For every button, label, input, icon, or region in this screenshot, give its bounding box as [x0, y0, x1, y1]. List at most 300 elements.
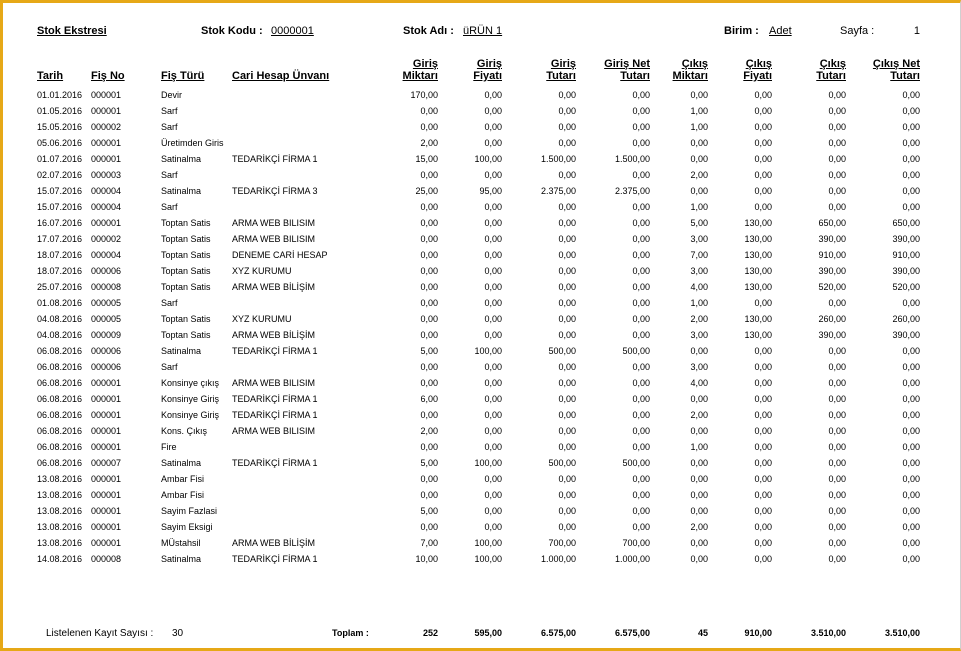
cell-in-price: 0,00 — [484, 490, 502, 500]
cell-in-amount: 0,00 — [558, 522, 576, 532]
stock-code-value: 0000001 — [271, 25, 314, 37]
table-row — [0, 329, 961, 345]
cell-account-title: XYZ KURUMU — [232, 314, 292, 324]
cell-voucher-type: Fire — [161, 442, 177, 452]
column-header-line2: Fiyatı — [743, 70, 772, 82]
column-header-line2: Tutarı — [890, 70, 920, 82]
cell-out-qty: 0,00 — [690, 458, 708, 468]
cell-out-amount: 0,00 — [828, 202, 846, 212]
cell-date: 18.07.2016 — [37, 266, 83, 276]
cell-out-net-amount: 0,00 — [902, 522, 920, 532]
cell-out-amount: 910,00 — [818, 250, 846, 260]
cell-out-price: 0,00 — [754, 90, 772, 100]
cell-out-amount: 260,00 — [818, 314, 846, 324]
cell-voucher-no: 000001 — [91, 538, 122, 548]
cell-voucher-no: 000001 — [91, 426, 122, 436]
cell-in-qty: 0,00 — [420, 474, 438, 484]
cell-in-amount: 0,00 — [558, 314, 576, 324]
cell-voucher-no: 000003 — [91, 170, 122, 180]
cell-in-net-amount: 0,00 — [632, 426, 650, 436]
cell-in-price: 0,00 — [484, 362, 502, 372]
table-row — [0, 297, 961, 313]
cell-in-amount: 2.375,00 — [540, 186, 576, 196]
table-row — [0, 553, 961, 569]
cell-out-qty: 2,00 — [690, 522, 708, 532]
cell-voucher-no: 000001 — [91, 138, 122, 148]
cell-voucher-type: Sarf — [161, 170, 178, 180]
cell-out-price: 130,00 — [744, 250, 772, 260]
table-row — [0, 233, 961, 249]
cell-in-price: 100,00 — [474, 554, 502, 564]
cell-voucher-no: 000001 — [91, 522, 122, 532]
cell-out-qty: 3,00 — [690, 362, 708, 372]
cell-in-net-amount: 0,00 — [632, 506, 650, 516]
cell-out-price: 0,00 — [754, 106, 772, 116]
cell-voucher-type: Konsinye Giriş — [161, 410, 220, 420]
cell-voucher-type: Toptan Satis — [161, 234, 211, 244]
cell-in-net-amount: 1.500,00 — [614, 154, 650, 164]
total-out-price: 910,00 — [744, 628, 772, 638]
cell-out-qty: 0,00 — [690, 138, 708, 148]
cell-out-qty: 1,00 — [690, 106, 708, 116]
cell-date: 13.08.2016 — [37, 538, 83, 548]
table-row — [0, 313, 961, 329]
cell-out-qty: 3,00 — [690, 266, 708, 276]
cell-voucher-type: Toptan Satis — [161, 314, 211, 324]
cell-in-net-amount: 0,00 — [632, 138, 650, 148]
cell-voucher-type: Toptan Satis — [161, 218, 211, 228]
cell-voucher-type: Konsinye Giriş — [161, 394, 220, 404]
table-row — [0, 377, 961, 393]
cell-in-net-amount: 0,00 — [632, 378, 650, 388]
cell-date: 01.08.2016 — [37, 298, 83, 308]
cell-out-qty: 3,00 — [690, 234, 708, 244]
cell-in-net-amount: 0,00 — [632, 218, 650, 228]
cell-out-qty: 7,00 — [690, 250, 708, 260]
cell-in-amount: 700,00 — [548, 538, 576, 548]
cell-voucher-no: 000005 — [91, 314, 122, 324]
cell-out-net-amount: 520,00 — [892, 282, 920, 292]
stock-name-label: Stok Adı : — [403, 25, 454, 37]
cell-out-net-amount: 0,00 — [902, 186, 920, 196]
cell-in-price: 0,00 — [484, 170, 502, 180]
cell-in-amount: 0,00 — [558, 298, 576, 308]
cell-voucher-no: 000001 — [91, 218, 122, 228]
cell-in-net-amount: 0,00 — [632, 330, 650, 340]
cell-out-price: 0,00 — [754, 378, 772, 388]
cell-out-price: 130,00 — [744, 282, 772, 292]
cell-account-title: TEDARİKÇİ FİRMA 1 — [232, 154, 318, 164]
cell-date: 16.07.2016 — [37, 218, 83, 228]
column-header-line1: Giriş Net — [604, 58, 650, 70]
cell-in-price: 0,00 — [484, 122, 502, 132]
cell-out-net-amount: 0,00 — [902, 202, 920, 212]
total-out-qty: 45 — [697, 628, 708, 638]
cell-date: 06.08.2016 — [37, 410, 83, 420]
cell-out-amount: 0,00 — [828, 186, 846, 196]
cell-in-amount: 0,00 — [558, 138, 576, 148]
cell-in-amount: 1.000,00 — [540, 554, 576, 564]
table-row — [0, 217, 961, 233]
cell-date: 01.07.2016 — [37, 154, 83, 164]
cell-out-qty: 2,00 — [690, 170, 708, 180]
cell-in-amount: 0,00 — [558, 122, 576, 132]
table-row — [0, 441, 961, 457]
cell-in-price: 0,00 — [484, 90, 502, 100]
cell-date: 01.05.2016 — [37, 106, 83, 116]
cell-voucher-no: 000005 — [91, 298, 122, 308]
table-row — [0, 425, 961, 441]
record-count-label: Listelenen Kayıt Sayısı : — [46, 628, 154, 639]
cell-date: 01.01.2016 — [37, 90, 83, 100]
cell-in-price: 0,00 — [484, 106, 502, 116]
table-row — [0, 393, 961, 409]
cell-voucher-type: Toptan Satis — [161, 266, 211, 276]
cell-out-amount: 0,00 — [828, 538, 846, 548]
cell-voucher-type: Ambar Fisi — [161, 474, 205, 484]
cell-in-net-amount: 0,00 — [632, 522, 650, 532]
cell-in-net-amount: 0,00 — [632, 250, 650, 260]
cell-account-title: ARMA WEB BİLİŞİM — [232, 330, 316, 340]
column-header-line1: Giriş — [550, 58, 576, 70]
total-in-net-amount: 6.575,00 — [614, 628, 650, 638]
cell-out-qty: 2,00 — [690, 314, 708, 324]
cell-out-price: 0,00 — [754, 346, 772, 356]
cell-in-amount: 500,00 — [548, 346, 576, 356]
cell-in-price: 0,00 — [484, 410, 502, 420]
table-row — [0, 537, 961, 553]
cell-out-price: 130,00 — [744, 330, 772, 340]
table-row — [0, 457, 961, 473]
cell-out-qty: 4,00 — [690, 282, 708, 292]
cell-out-qty: 0,00 — [690, 154, 708, 164]
cell-in-amount: 1.500,00 — [540, 154, 576, 164]
cell-date: 15.07.2016 — [37, 202, 83, 212]
cell-out-net-amount: 0,00 — [902, 170, 920, 180]
cell-out-amount: 0,00 — [828, 154, 846, 164]
table-row — [0, 409, 961, 425]
cell-in-qty: 0,00 — [420, 362, 438, 372]
cell-out-price: 0,00 — [754, 186, 772, 196]
cell-voucher-type: Toptan Satis — [161, 282, 211, 292]
cell-out-amount: 0,00 — [828, 170, 846, 180]
cell-out-amount: 0,00 — [828, 490, 846, 500]
cell-date: 17.07.2016 — [37, 234, 83, 244]
cell-in-net-amount: 2.375,00 — [614, 186, 650, 196]
cell-out-net-amount: 0,00 — [902, 426, 920, 436]
cell-out-qty: 0,00 — [690, 394, 708, 404]
column-header-line1: Çıkış — [745, 58, 772, 70]
cell-out-price: 0,00 — [754, 538, 772, 548]
column-header-voucher-type: Fiş Türü — [161, 70, 205, 82]
cell-in-net-amount: 0,00 — [632, 298, 650, 308]
cell-in-price: 0,00 — [484, 506, 502, 516]
cell-voucher-no: 000004 — [91, 250, 122, 260]
cell-in-qty: 7,00 — [420, 538, 438, 548]
cell-voucher-type: Sarf — [161, 362, 178, 372]
cell-in-amount: 0,00 — [558, 90, 576, 100]
cell-in-qty: 5,00 — [420, 346, 438, 356]
page-number: 1 — [913, 25, 920, 37]
cell-voucher-type: Konsinye çıkış — [161, 378, 220, 388]
cell-out-net-amount: 0,00 — [902, 490, 920, 500]
cell-in-qty: 0,00 — [420, 122, 438, 132]
total-in-amount: 6.575,00 — [540, 628, 576, 638]
cell-in-price: 0,00 — [484, 442, 502, 452]
table-row — [0, 281, 961, 297]
cell-in-price: 100,00 — [474, 538, 502, 548]
cell-out-net-amount: 910,00 — [892, 250, 920, 260]
cell-out-price: 0,00 — [754, 522, 772, 532]
cell-in-price: 0,00 — [484, 266, 502, 276]
cell-in-qty: 0,00 — [420, 522, 438, 532]
total-in-price: 595,00 — [474, 628, 502, 638]
cell-voucher-no: 000007 — [91, 458, 122, 468]
table-row — [0, 521, 961, 537]
cell-out-price: 0,00 — [754, 138, 772, 148]
stock-code-label: Stok Kodu : — [201, 25, 263, 37]
table-row — [0, 185, 961, 201]
cell-date: 25.07.2016 — [37, 282, 83, 292]
cell-out-price: 130,00 — [744, 266, 772, 276]
cell-out-qty: 3,00 — [690, 330, 708, 340]
cell-date: 06.08.2016 — [37, 362, 83, 372]
cell-date: 15.07.2016 — [37, 186, 83, 196]
cell-in-qty: 6,00 — [420, 394, 438, 404]
cell-voucher-type: Kons. Çıkış — [161, 426, 208, 436]
column-header-line2: Tutarı — [546, 70, 576, 82]
cell-in-price: 0,00 — [484, 522, 502, 532]
cell-out-price: 0,00 — [754, 122, 772, 132]
cell-in-net-amount: 500,00 — [622, 346, 650, 356]
cell-in-amount: 0,00 — [558, 202, 576, 212]
cell-out-amount: 0,00 — [828, 378, 846, 388]
cell-out-net-amount: 0,00 — [902, 346, 920, 356]
cell-voucher-no: 000002 — [91, 234, 122, 244]
cell-out-price: 0,00 — [754, 458, 772, 468]
cell-out-net-amount: 0,00 — [902, 474, 920, 484]
cell-in-price: 0,00 — [484, 474, 502, 484]
cell-in-net-amount: 0,00 — [632, 234, 650, 244]
cell-voucher-type: Ambar Fisi — [161, 490, 205, 500]
cell-out-qty: 0,00 — [690, 490, 708, 500]
total-out-net-amount: 3.510,00 — [884, 628, 920, 638]
cell-account-title: ARMA WEB BİLİŞİM — [232, 538, 316, 548]
cell-out-price: 0,00 — [754, 154, 772, 164]
cell-in-qty: 15,00 — [415, 154, 438, 164]
table-row — [0, 505, 961, 521]
total-out-amount: 3.510,00 — [810, 628, 846, 638]
cell-out-net-amount: 0,00 — [902, 362, 920, 372]
cell-voucher-no: 000009 — [91, 330, 122, 340]
cell-date: 14.08.2016 — [37, 554, 83, 564]
cell-out-qty: 0,00 — [690, 554, 708, 564]
cell-in-net-amount: 0,00 — [632, 442, 650, 452]
table-row — [0, 265, 961, 281]
cell-out-amount: 650,00 — [818, 218, 846, 228]
cell-voucher-type: Sarf — [161, 202, 178, 212]
cell-in-price: 100,00 — [474, 346, 502, 356]
cell-in-amount: 0,00 — [558, 506, 576, 516]
cell-in-amount: 0,00 — [558, 106, 576, 116]
cell-voucher-no: 000006 — [91, 362, 122, 372]
cell-in-amount: 500,00 — [548, 458, 576, 468]
cell-account-title: ARMA WEB BILISIM — [232, 234, 316, 244]
cell-account-title: TEDARİKÇİ FİRMA 1 — [232, 458, 318, 468]
cell-account-title: XYZ KURUMU — [232, 266, 292, 276]
column-header-out-net-amount — [800, 58, 920, 82]
table-row — [0, 473, 961, 489]
cell-out-qty: 1,00 — [690, 202, 708, 212]
cell-in-amount: 0,00 — [558, 394, 576, 404]
column-header-account-title: Cari Hesap Ünvanı — [232, 70, 330, 82]
cell-out-amount: 390,00 — [818, 330, 846, 340]
cell-in-net-amount: 0,00 — [632, 122, 650, 132]
table-row — [0, 153, 961, 169]
cell-out-price: 0,00 — [754, 362, 772, 372]
cell-voucher-no: 000004 — [91, 186, 122, 196]
cell-voucher-type: Satinalma — [161, 154, 202, 164]
cell-out-price: 0,00 — [754, 474, 772, 484]
cell-voucher-type: Toptan Satis — [161, 330, 211, 340]
cell-in-qty: 0,00 — [420, 298, 438, 308]
cell-out-price: 0,00 — [754, 410, 772, 420]
cell-in-qty: 0,00 — [420, 234, 438, 244]
column-header-line1: Çıkış — [681, 58, 708, 70]
table-row — [0, 137, 961, 153]
cell-in-price: 95,00 — [479, 186, 502, 196]
column-header-line1: Giriş — [476, 58, 502, 70]
column-header-line1: Çıkış Net — [872, 58, 920, 70]
cell-in-amount: 0,00 — [558, 218, 576, 228]
table-row — [0, 105, 961, 121]
cell-date: 02.07.2016 — [37, 170, 83, 180]
cell-in-qty: 0,00 — [420, 330, 438, 340]
cell-out-qty: 1,00 — [690, 442, 708, 452]
cell-in-amount: 0,00 — [558, 490, 576, 500]
cell-account-title: ARMA WEB BİLİŞİM — [232, 282, 316, 292]
cell-out-net-amount: 0,00 — [902, 458, 920, 468]
cell-out-amount: 0,00 — [828, 522, 846, 532]
cell-in-qty: 0,00 — [420, 250, 438, 260]
cell-out-net-amount: 0,00 — [902, 138, 920, 148]
cell-in-net-amount: 0,00 — [632, 282, 650, 292]
cell-voucher-type: Sarf — [161, 298, 178, 308]
cell-in-qty: 0,00 — [420, 106, 438, 116]
cell-in-net-amount: 0,00 — [632, 362, 650, 372]
cell-in-qty: 170,00 — [410, 90, 438, 100]
cell-voucher-type: Satinalma — [161, 346, 202, 356]
total-label: Toplam : — [332, 628, 369, 638]
cell-in-net-amount: 0,00 — [632, 394, 650, 404]
cell-in-amount: 0,00 — [558, 250, 576, 260]
cell-in-net-amount: 0,00 — [632, 202, 650, 212]
cell-out-qty: 2,00 — [690, 410, 708, 420]
cell-out-net-amount: 390,00 — [892, 266, 920, 276]
page-label: Sayfa : — [840, 25, 875, 37]
cell-date: 13.08.2016 — [37, 474, 83, 484]
cell-in-qty: 0,00 — [420, 490, 438, 500]
cell-out-qty: 1,00 — [690, 298, 708, 308]
cell-date: 04.08.2016 — [37, 330, 83, 340]
cell-in-qty: 0,00 — [420, 170, 438, 180]
cell-voucher-type: Toptan Satis — [161, 250, 211, 260]
cell-out-net-amount: 260,00 — [892, 314, 920, 324]
cell-out-amount: 0,00 — [828, 106, 846, 116]
cell-voucher-type: Sayim Fazlasi — [161, 506, 218, 516]
cell-date: 04.08.2016 — [37, 314, 83, 324]
cell-in-amount: 0,00 — [558, 282, 576, 292]
cell-in-qty: 0,00 — [420, 442, 438, 452]
cell-out-price: 0,00 — [754, 426, 772, 436]
cell-out-net-amount: 390,00 — [892, 330, 920, 340]
cell-out-amount: 0,00 — [828, 474, 846, 484]
cell-in-price: 0,00 — [484, 426, 502, 436]
cell-in-qty: 10,00 — [415, 554, 438, 564]
cell-in-net-amount: 0,00 — [632, 170, 650, 180]
cell-in-net-amount: 0,00 — [632, 266, 650, 276]
cell-in-qty: 0,00 — [420, 378, 438, 388]
cell-voucher-no: 000004 — [91, 202, 122, 212]
cell-out-amount: 0,00 — [828, 138, 846, 148]
cell-in-amount: 0,00 — [558, 170, 576, 180]
cell-voucher-type: Sayim Eksigi — [161, 522, 213, 532]
cell-in-price: 100,00 — [474, 154, 502, 164]
unit-value: Adet — [769, 25, 792, 37]
cell-out-net-amount: 0,00 — [902, 154, 920, 164]
table-row — [0, 361, 961, 377]
cell-in-amount: 0,00 — [558, 410, 576, 420]
cell-voucher-type: Satinalma — [161, 186, 202, 196]
column-header-line2: Miktarı — [672, 70, 708, 82]
cell-in-amount: 0,00 — [558, 362, 576, 372]
table-row — [0, 121, 961, 137]
table-row — [0, 89, 961, 105]
cell-out-qty: 0,00 — [690, 186, 708, 196]
cell-in-amount: 0,00 — [558, 234, 576, 244]
cell-in-amount: 0,00 — [558, 426, 576, 436]
cell-in-net-amount: 0,00 — [632, 490, 650, 500]
cell-date: 13.08.2016 — [37, 506, 83, 516]
cell-voucher-no: 000006 — [91, 266, 122, 276]
table-row — [0, 345, 961, 361]
cell-date: 06.08.2016 — [37, 442, 83, 452]
table-row — [0, 249, 961, 265]
cell-in-price: 0,00 — [484, 330, 502, 340]
cell-in-amount: 0,00 — [558, 378, 576, 388]
table-row — [0, 489, 961, 505]
cell-out-qty: 0,00 — [690, 474, 708, 484]
cell-out-net-amount: 0,00 — [902, 90, 920, 100]
cell-account-title: ARMA WEB BILISIM — [232, 426, 316, 436]
cell-out-qty: 5,00 — [690, 218, 708, 228]
cell-in-net-amount: 700,00 — [622, 538, 650, 548]
cell-out-amount: 390,00 — [818, 234, 846, 244]
cell-date: 06.08.2016 — [37, 378, 83, 388]
cell-in-price: 0,00 — [484, 394, 502, 404]
cell-out-amount: 0,00 — [828, 298, 846, 308]
cell-account-title: DENEME CARİ HESAP — [232, 250, 328, 260]
cell-in-net-amount: 500,00 — [622, 458, 650, 468]
cell-out-amount: 0,00 — [828, 554, 846, 564]
cell-out-amount: 0,00 — [828, 410, 846, 420]
cell-voucher-no: 000001 — [91, 490, 122, 500]
cell-in-net-amount: 0,00 — [632, 314, 650, 324]
cell-in-qty: 0,00 — [420, 282, 438, 292]
cell-in-net-amount: 0,00 — [632, 106, 650, 116]
cell-out-net-amount: 0,00 — [902, 378, 920, 388]
cell-out-qty: 4,00 — [690, 378, 708, 388]
